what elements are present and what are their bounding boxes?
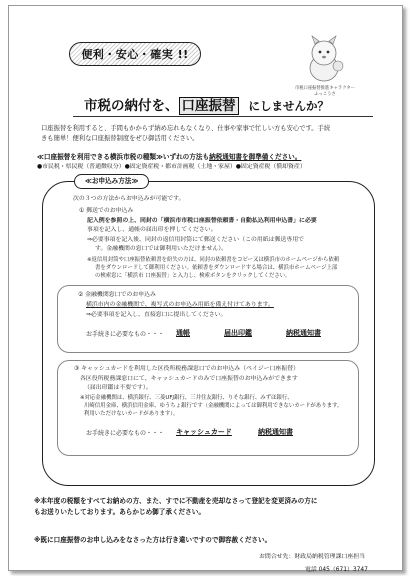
application-intro: 次の３つの方法からお申込みが可能です。 bbox=[73, 196, 185, 202]
intro-line-1: 口座振替を利用すると、手間もかからず納め忘れもなくなり、仕事や家事で忙しい方も安心です。手続 bbox=[41, 125, 331, 132]
contact-inquiry: お問合せ先：財政局納税管理課口座担当 bbox=[259, 554, 366, 560]
option1-line: 事項を記入し、通帳の届出印を押してください。 bbox=[87, 227, 217, 233]
tax-types-title-underlined: 納税通知書を御準備ください。 bbox=[209, 153, 302, 161]
mascot-caption: 市税口座振替推進キャラクター bbox=[294, 86, 356, 91]
headline-part1: 市税の納付を、 bbox=[84, 98, 179, 114]
already-applied-notice: ※既に口座振替のお申し込みをなさった方は行き違いですので御容赦ください。 bbox=[34, 536, 272, 544]
option3-note: ※対応金融機関は、横浜銀行、三菱UFJ銀行、三井住友銀行、りそな銀行、みずほ銀行、 bbox=[80, 395, 293, 401]
option1-note: ※返信用封筒や口座振替依頼書を紛失の方は、同封の依頼書をコピー又は横浜市のホームページから依頼 bbox=[87, 257, 340, 263]
application-heading: ≪お申込み方法≫ bbox=[74, 174, 149, 189]
option3-needed-label: お手続きに必要なもの・・・ bbox=[86, 430, 165, 437]
notice-text bbox=[34, 496, 317, 518]
page-title bbox=[9, 94, 404, 114]
headline-highlight: 口座振替 bbox=[179, 97, 239, 115]
needed-item-tax-notice: 納税通知書 bbox=[286, 329, 321, 337]
option3-note: 川崎信用金庫、横浜信用金庫、ゆうちょ銀行です（金融機関によっては御利用できないカードがあります。 bbox=[84, 403, 343, 409]
option2-line: ⇒必要事項を記入し、直接窓口に提出してください。 bbox=[86, 312, 227, 318]
option3-title: ③ キャッシュカードを利用した区役所税務課窓口でのお申込み（ペイジー口座振替） bbox=[74, 366, 299, 372]
option1-line: ⇒必要事項を記入後、同封の返信用封筒にて郵送ください（この用紙は郵送専用で bbox=[87, 237, 304, 243]
banner-text: 便利・安心・確実 !! bbox=[81, 48, 189, 61]
notice-line-2: もお送りいたしております。あらかじめ御了承ください。 bbox=[34, 508, 205, 516]
option3-line: （届出印鑑は不要です）。 bbox=[84, 385, 152, 391]
document-page bbox=[8, 5, 403, 571]
contact-phone: 電話 045（671）3747 bbox=[305, 567, 368, 573]
mascot-illustration bbox=[299, 34, 349, 84]
needed-item-cash-card: キャッシュカード bbox=[176, 428, 232, 436]
tax-types-list: ●市民税・県民税（普通徴収分）●固定資産税・都市計画税（土地・家屋）●固定資産税（償却資産） bbox=[37, 164, 306, 170]
needed-item-tax-notice: 納税通知書 bbox=[258, 428, 293, 436]
tax-types-title bbox=[37, 151, 301, 161]
option2-needed-label: お手続きに必要なもの・・・ bbox=[86, 331, 165, 338]
option1-line: す。金融機関の窓口では御利用いただけません）。 bbox=[95, 246, 228, 252]
banner-badge bbox=[69, 42, 201, 66]
title-underline bbox=[73, 116, 373, 117]
option2-line: 横浜市内の金融機関で、複写式のお申込み用紙を備え付けてあります。 bbox=[86, 302, 274, 308]
tax-types-title-prefix: ≪口座振替を利用できる横浜市税の種類≫いずれの方法も bbox=[37, 153, 210, 161]
option2-box bbox=[57, 285, 359, 353]
needed-item-seal: 届出印鑑 bbox=[224, 329, 252, 337]
option3-note: 利用いただけないカードがあります）。 bbox=[84, 411, 179, 417]
option1-note: の検索窓に「横浜市 口座振替」と入力し、検索ボタンをクリックしてください。 bbox=[95, 273, 291, 279]
mascot-name: ふっこうさ bbox=[314, 92, 336, 97]
option3-line: 各区役所税務課窓口にて、キャッシュカードのみで口座振替のお申込みができます bbox=[80, 376, 298, 382]
intro-line-2: きも簡単！便利な口座振替制度をぜひ御活用ください。 bbox=[41, 135, 199, 142]
option1-title: ① 郵送でのお申込み bbox=[79, 208, 134, 214]
option1-note: 書をダウンロードして御利用ください。依頼書をダウンロードする場合は、横浜市ホームページ上部 bbox=[95, 265, 338, 271]
notice-line-1: ※本年度の税額をすべてお納めの方、また、すでに不動産を売却なさって登記を変更済みの方に bbox=[34, 497, 318, 505]
option1-line: 記入例を参照の上、同封の「横浜市市税口座振替依頼書・自動払込利用申込書」に必要 bbox=[87, 218, 317, 224]
headline-part3: にしませんか？ bbox=[248, 99, 329, 113]
option3-box bbox=[57, 360, 359, 456]
option2-title: ② 金融機関窓口でのお申込み bbox=[78, 292, 156, 298]
application-methods-box bbox=[42, 177, 375, 486]
needed-item-bankbook: 通帳 bbox=[176, 329, 190, 337]
